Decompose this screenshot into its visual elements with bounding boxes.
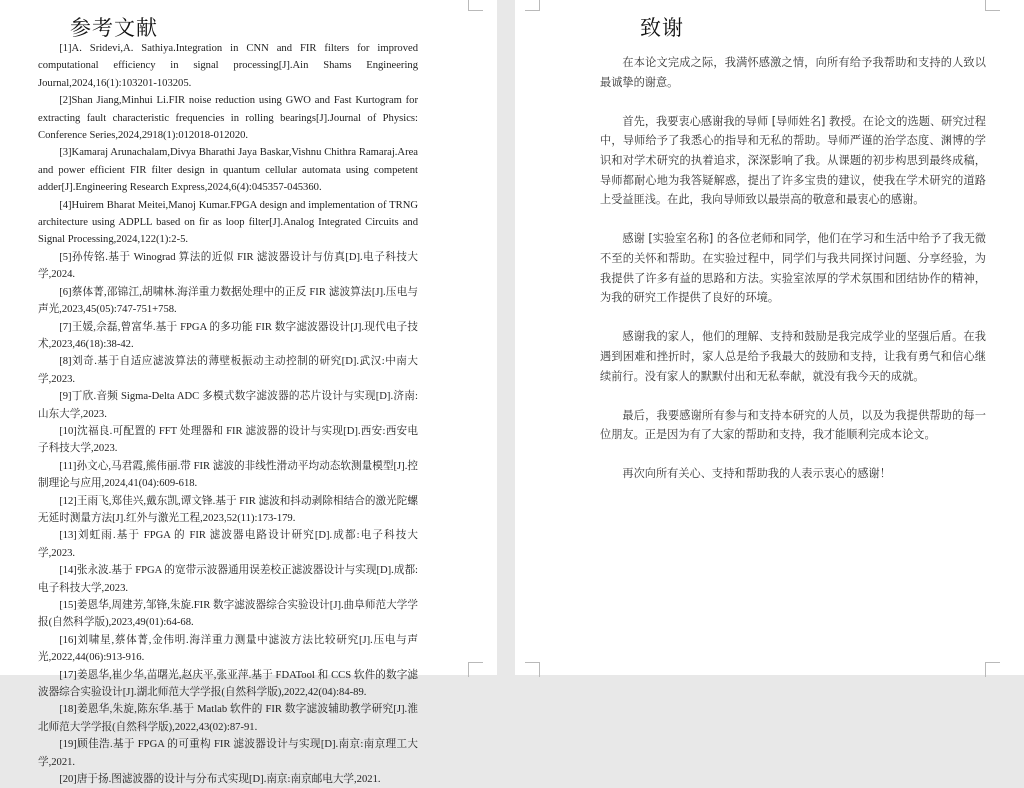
reference-item: [8]刘奇.基于自适应滤波算法的薄壁板振动主动控制的研究[D].武汉:中南大学,2023. <box>38 356 418 385</box>
paragraph: 在本论文完成之际，我满怀感激之情，向所有给予我帮助和支持的人致以最诚挚的谢意。 <box>600 56 986 89</box>
reference-item: [9]丁欣.音频 Sigma-Delta ADC 多模式数字滤波器的芯片设计与实现[D].济南:山东大学,2023. <box>38 391 418 420</box>
acknowledgements-heading: 致谢 <box>640 16 684 40</box>
reference-item: [16]刘啸星,蔡体菁,金伟明.海洋重力测量中滤波方法比较研究[J].压电与声光,2022,44(06):913-916. <box>38 634 418 664</box>
page-corner-mark <box>468 0 483 11</box>
acknowledgements-body <box>600 53 986 504</box>
paragraph: 最后，我要感谢所有参与和支持本研究的人员，以及为我提供帮助的每一位朋友。正是因为有了大家的帮助和支持，我才能顺利完成本论文。 <box>600 408 986 442</box>
reference-item: [14]张永波.基于 FPGA 的宽带示波器通用误差校正滤波器设计与实现[D].成都:电子科技大学,2023. <box>38 565 418 594</box>
reference-item: [5]孙传铭.基于 Winograd 算法的近似 FIR 滤波器设计与仿真[D].电子科技大学,2024. <box>38 251 418 281</box>
document-page-references[interactable] <box>0 0 497 786</box>
reference-item: [2]Shan Jiang,Minhui Li.FIR noise reduction using GWO and Fast Kurtogram for extracting fault characteristic frequencies in rolling bearings[J].Journal of Physics: Conference Series,2024,2918(1):012018-012020. <box>38 95 418 142</box>
reference-item: [1]A. Sridevi,A. Sathiya.Integration in CNN and FIR filters for improved computational efficiency in signal processing[J].Ain Shams Engineering Journal,2024,16(1):103201-103205. <box>38 43 418 89</box>
reference-item: [6]蔡体菁,邵锦江,胡啸林.海洋重力数据处理中的正反 FIR 滤波算法[J].压电与声光,2023,45(05):747-751+758. <box>38 286 418 316</box>
reference-item: [13]刘虹雨.基于 FPGA 的 FIR 滤波器电路设计研究[D].成都:电子科技大学,2023. <box>38 530 418 559</box>
paragraph: 感谢我的家人，他们的理解、支持和鼓励是我完成学业的坚强后盾。在我遇到困难和挫折时，家人总是给予我最大的鼓励和支持，让我有勇气和信心继续前行。没有家人的默默付出和无私奉献，就没有我今天的成就。 <box>600 330 986 383</box>
reference-list <box>38 40 418 788</box>
reference-item: [12]王雨飞,郑佳兴,戴东凯,谭文锋.基于 FIR 滤波和抖动剥除相结合的激光陀螺无延时测量方法[J].红外与激光工程,2023,52(11):173-179. <box>38 495 418 524</box>
paragraph: 再次向所有关心、支持和帮助我的人表示衷心的感谢！ <box>622 467 891 481</box>
reference-item: [15]姜恩华,周建芳,邹锋,朱旋.FIR 数字滤波器综合实验设计[J].曲阜师范大学学报(自然科学版),2023,49(01):64-68. <box>38 600 418 629</box>
reference-item: [3]Kamaraj Arunachalam,Divya Bharathi Jaya Baskar,Vishnu Chithra Ramaraj.Area and power efficient FIR filter design in quantum cellular automata using competent adder[J].Engineering Research Express,2024,6(4):045357-045360. <box>38 147 418 194</box>
reference-item: [7]王媛,佘磊,曾富华.基于 FPGA 的多功能 FIR 数字滤波器设计[J].现代电子技术,2023,46(18):38-42. <box>38 321 418 350</box>
paragraph: 首先，我要衷心感谢我的导师 [导师姓名] 教授。在论文的选题、研究过程中，导师给予了我悉心的指导和无私的帮助。导师严谨的治学态度、渊博的学识和对学术研究的执着追求，深深影响了我。从课题的初步构思到最终成稿，导师都耐心地为我答疑解惑，提出了许多宝贵的建议，使我在学术研究的道路上受益匪浅。在此，我向导师致以最崇高的敬意和最衷心的感谢。 <box>600 114 986 207</box>
page-corner-mark <box>985 0 1000 11</box>
reference-item: [18]姜恩华,朱旋,陈东华.基于 Matlab 软件的 FIR 数字滤波辅助教学研究[J].淮北师范大学学报(自然科学版),2022,43(02):87-91. <box>38 704 418 733</box>
paragraph: 感谢 [实验室名称] 的各位老师和同学，他们在学习和生活中给予了我无微不至的关怀和帮助。在实验过程中，同学们与我共同探讨问题、分享经验，为我提供了许多有益的思路和方法。实验室浓厚的学术氛围和团结协作的精神，为我的研究工作提供了良好的环境。 <box>600 232 986 305</box>
references-heading: 参考文献 <box>70 16 158 40</box>
reference-item: [10]沈福良.可配置的 FFT 处理器和 FIR 滤波器的设计与实现[D].西安:西安电子科技大学,2023. <box>38 425 418 455</box>
reference-item: [11]孙文心,马君霞,熊伟丽.带 FIR 滤波的非线性滑动平均动态软测量模型[J].控制理论与应用,2024,41(04):609-618. <box>38 460 418 490</box>
page-corner-mark <box>525 0 540 11</box>
reference-item: [20]唐于扬.图滤波器的设计与分布式实现[D].南京:南京邮电大学,2021. <box>59 774 381 786</box>
reference-item: [4]Huirem Bharat Meitei,Manoj Kumar.FPGA design and implementation of TRNG architecture using ADPLL based on fir as loop filter[J].Analog Integrated Circuits and Signal Processing,2024,122(1):2-5. <box>38 199 418 246</box>
reference-item: [19]顾佳浩.基于 FPGA 的可重构 FIR 滤波器设计与实现[D].南京:南京理工大学,2021. <box>38 739 418 768</box>
reference-item: [17]姜恩华,崔少华,苗曙光,赵庆平,张亚萍.基于 FDATool 和 CCS 软件的数字滤波器综合实验设计[J].湖北师范大学学报(自然科学版),2022,42(04):84-89. <box>38 669 418 699</box>
